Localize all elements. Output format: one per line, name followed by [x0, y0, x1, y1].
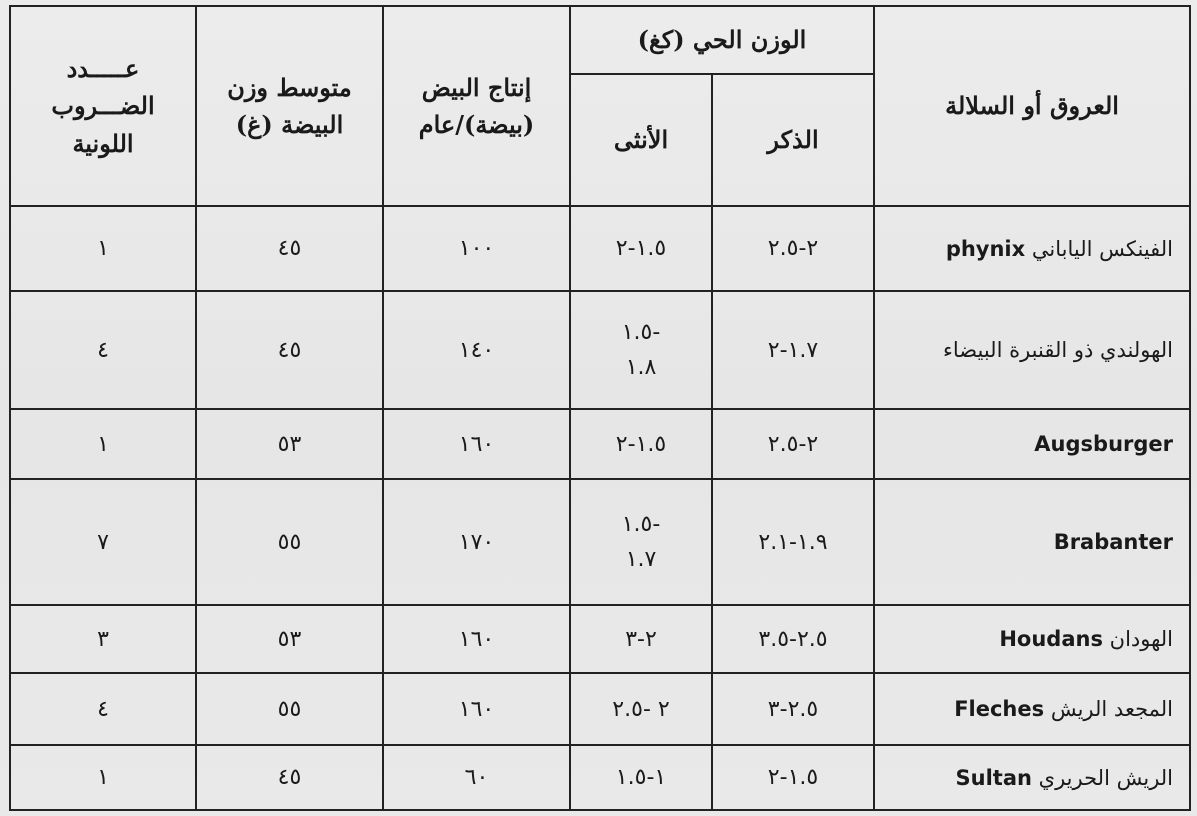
male-weight: ٢.٥-٣.٥	[712, 605, 874, 673]
egg-weight: ٥٥	[196, 673, 383, 745]
egg-weight: ٥٥	[196, 479, 383, 605]
breed-name-latin: Houdans	[999, 627, 1103, 651]
male-weight: ١.٧-٢	[712, 291, 874, 409]
egg-production: ١٧٠	[383, 479, 570, 605]
breed-name-ar: الهودان	[1109, 627, 1174, 651]
breed-name-ar: الهولندي ذو القنبرة البيضاء	[943, 338, 1174, 362]
egg-production: ١٦٠	[383, 409, 570, 479]
egg-weight: ٥٣	[196, 605, 383, 673]
poultry-breeds-table	[9, 5, 1191, 811]
color-varieties: ٤	[10, 291, 196, 409]
male-weight: ٢.٥-٣	[712, 673, 874, 745]
breed-name	[874, 605, 1190, 673]
egg-weight: ٤٥	[196, 206, 383, 291]
breed-name-latin: Fleches	[954, 697, 1045, 721]
table-row	[10, 291, 1190, 409]
egg-production: ١٠٠	[383, 206, 570, 291]
color-varieties: ٧	[10, 479, 196, 605]
female-weight-top: -١.٥	[621, 512, 661, 537]
breed-name	[874, 673, 1190, 745]
female-weight-top: -١.٥	[621, 320, 661, 345]
egg-production: ١٤٠	[383, 291, 570, 409]
header-egg-weight-text: متوسط وزن البيضة (غ)	[227, 72, 352, 139]
color-varieties: ١	[10, 206, 196, 291]
breed-name	[874, 206, 1190, 291]
header-breed: العروق أو السلالة	[874, 6, 1190, 206]
breed-name	[874, 745, 1190, 810]
egg-production: ١٦٠	[383, 673, 570, 745]
female-weight-bottom: ١.٨	[625, 355, 657, 380]
breed-name	[874, 291, 1190, 409]
table-row	[10, 673, 1190, 745]
breed-name-ar: الفينكس الياباني	[1031, 236, 1174, 261]
breed-name	[874, 479, 1190, 605]
header-egg-weight	[196, 6, 383, 206]
breed-name-ar: المجعد الريش	[1050, 697, 1174, 721]
male-weight: ١.٩-٢.١	[712, 479, 874, 605]
color-varieties: ٣	[10, 605, 196, 673]
breed-name-latin: Sultan	[955, 765, 1032, 790]
female-weight: ١.٥-٢	[570, 206, 712, 291]
header-color-varieties	[10, 6, 196, 206]
header-male: الذكر	[712, 74, 874, 206]
egg-production: ٦٠	[383, 745, 570, 810]
male-weight: ١.٥-٢	[712, 745, 874, 810]
table-row	[10, 605, 1190, 673]
female-weight	[570, 291, 712, 409]
egg-production: ١٦٠	[383, 605, 570, 673]
breed-name-latin: Brabanter	[1053, 530, 1174, 554]
table-row	[10, 745, 1190, 810]
color-varieties: ١	[10, 745, 196, 810]
header-egg-production-text: إنتاج البيض (بيضة)/عام	[418, 72, 535, 139]
color-varieties: ٤	[10, 673, 196, 745]
breed-name	[874, 409, 1190, 479]
female-weight: ١-١.٥	[570, 745, 712, 810]
breed-name-latin: Augsburger	[1034, 432, 1174, 456]
header-egg-production	[383, 6, 570, 206]
male-weight: ٢-٢.٥	[712, 206, 874, 291]
color-varieties: ١	[10, 409, 196, 479]
header-color-varieties-text: عـــــدد الضـــروب اللونية	[51, 54, 155, 158]
table-row	[10, 409, 1190, 479]
egg-weight: ٤٥	[196, 291, 383, 409]
table-row	[10, 206, 1190, 291]
male-weight: ٢-٢.٥	[712, 409, 874, 479]
female-weight: ٢-٣	[570, 605, 712, 673]
header-live-weight: الوزن الحي (كغ)	[570, 6, 874, 74]
egg-weight: ٤٥	[196, 745, 383, 810]
female-weight	[570, 479, 712, 605]
breed-name-ar: الريش الحريري	[1038, 765, 1174, 790]
breed-name-latin: phynix	[945, 236, 1026, 261]
female-weight-bottom: ١.٧	[625, 547, 657, 572]
egg-weight: ٥٣	[196, 409, 383, 479]
female-weight: ٢ -٢.٥	[570, 673, 712, 745]
female-weight: ١.٥-٢	[570, 409, 712, 479]
header-female: الأنثى	[570, 74, 712, 206]
table-row	[10, 479, 1190, 605]
